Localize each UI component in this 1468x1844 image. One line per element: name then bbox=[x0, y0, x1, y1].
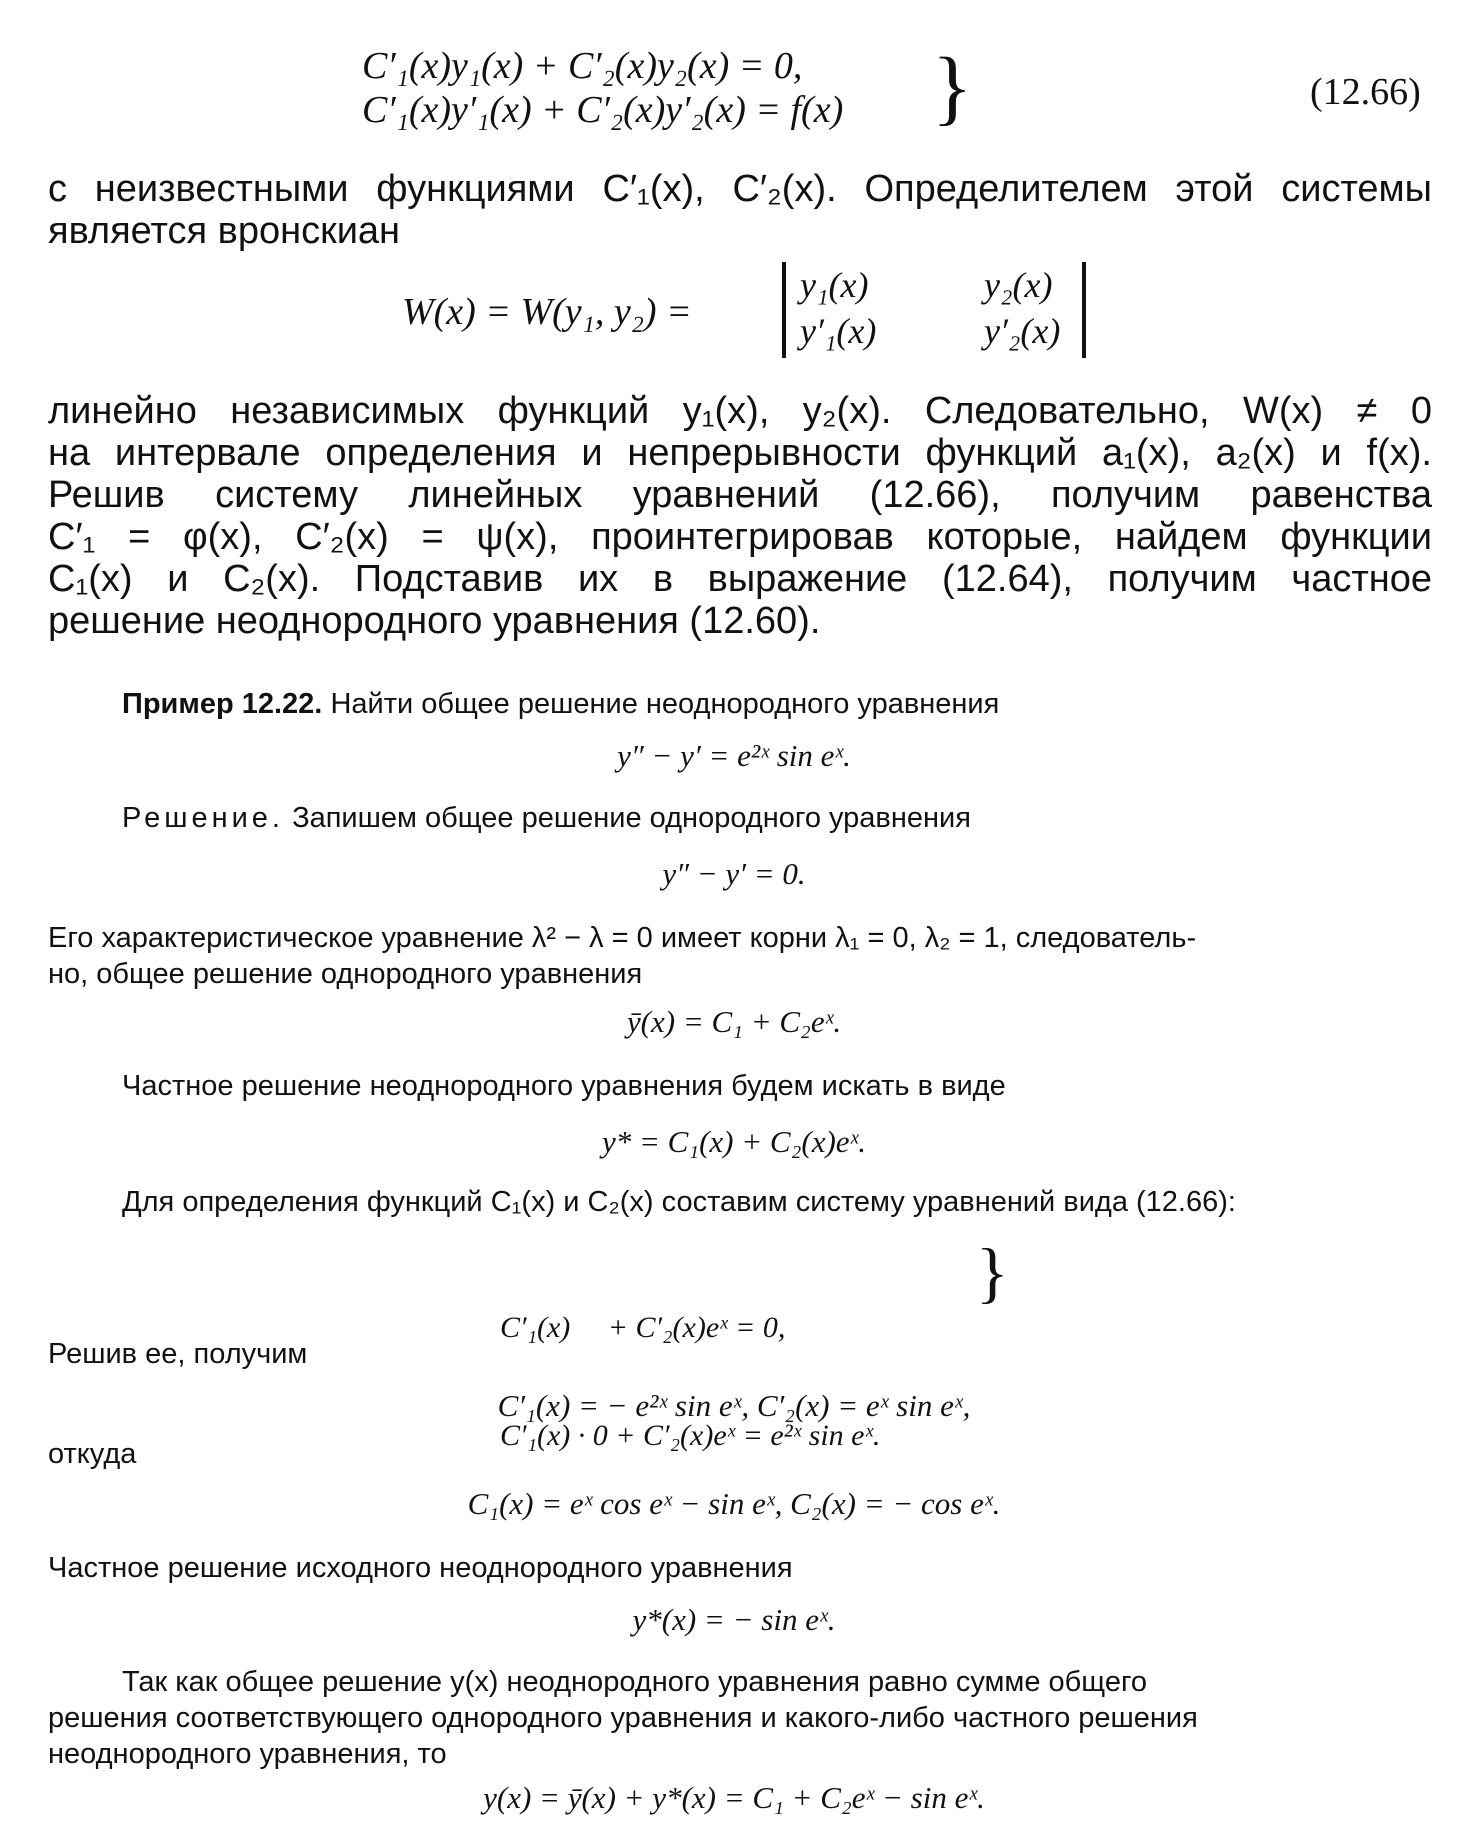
general-homogeneous-solution: ȳ(x) = C₁ + C₂eˣ. bbox=[626, 1004, 842, 1039]
example-equation: y″ − y′ = e²ˣ sin eˣ. bbox=[617, 738, 851, 773]
determinant-cell: y₂(x) bbox=[984, 265, 1053, 305]
example-text: Найти общее решение неоднородного уравнения bbox=[330, 688, 1000, 720]
paragraph-line: Так как общее решение y(x) неоднородного уравнения равно сумме общего bbox=[122, 1666, 1148, 1698]
paragraph-line: но, общее решение однородного уравнения bbox=[48, 958, 643, 990]
equation-number: (12.66) bbox=[1310, 71, 1421, 113]
particular-form-text: Частное решение неоднородного уравнения будем искать в виде bbox=[122, 1070, 1006, 1102]
particular-form-equation: y* = C₁(x) + C₂(x)eˣ. bbox=[601, 1124, 867, 1159]
solution-heading bbox=[122, 800, 971, 836]
determinant-bar-right bbox=[1082, 262, 1086, 358]
system-line-2: C′₁(x)y′₁(x) + C′₂(x)y′₂(x) = f(x) bbox=[362, 89, 844, 131]
particular-solution: y*(x) = − sin eˣ. bbox=[632, 1602, 836, 1637]
determinant-cell: y₁(x) bbox=[800, 265, 869, 305]
solve-text: Решив ее, получим bbox=[48, 1338, 308, 1370]
determinant-cell: y′₂(x) bbox=[984, 311, 1061, 351]
solution-text: Запишем общее решение однородного уравнения bbox=[292, 802, 971, 834]
solution-label: Решение. bbox=[122, 802, 284, 834]
determinant-col-1 bbox=[800, 262, 876, 354]
paragraph-line: решения соответствующего однородного уравнения и какого-либо частного решения bbox=[48, 1702, 1198, 1734]
determinant-cell: y′₁(x) bbox=[800, 311, 877, 351]
example-heading bbox=[122, 686, 999, 722]
paragraph-line: C′₁ = φ(x), C′₂(x) = ψ(x), проинтегрировав которые, найдем функции bbox=[48, 516, 1432, 558]
paragraph-line: с неизвестными функциями C′₁(x), C′₂(x). Определителем этой системы bbox=[48, 168, 1432, 210]
paragraph-line: на интервале определения и непрерывности функций a₁(x), a₂(x) и f(x). bbox=[48, 432, 1432, 474]
homogeneous-equation: y″ − y′ = 0. bbox=[662, 856, 806, 891]
paragraph-line: Его характеристическое уравнение λ² − λ = 0 имеет корни λ₁ = 0, λ₂ = 1, следователь- bbox=[48, 922, 1197, 954]
wronskian-lhs: W(x) = W(y₁, y₂) = bbox=[402, 291, 692, 333]
system2-line-1: C′₁(x) + C′₂(x)eˣ = 0, bbox=[500, 1311, 786, 1344]
determinant-col-2 bbox=[984, 262, 1060, 354]
paragraph-line: Решив систему линейных уравнений (12.66), получим равенства bbox=[48, 474, 1432, 516]
paragraph-line: решение неоднородного уравнения (12.60). bbox=[48, 600, 821, 642]
derivative-solutions: C′₁(x) = − e²ˣ sin eˣ, C′₂(x) = eˣ sin eˣ, bbox=[497, 1388, 971, 1423]
paragraph-intro bbox=[48, 168, 1432, 252]
paragraph-wronskian bbox=[48, 390, 1432, 642]
system-equations bbox=[362, 44, 843, 132]
system-line-1: C′₁(x)y₁(x) + C′₂(x)y₂(x) = 0, bbox=[362, 45, 803, 87]
whence-text: откуда bbox=[48, 1438, 137, 1470]
integrated-solutions: C₁(x) = eˣ cos eˣ − sin eˣ, C₂(x) = − cos eˣ. bbox=[467, 1486, 1001, 1521]
system2-line-2: C′₁(x) · 0 + C′₂(x)eˣ = e²ˣ sin eˣ. bbox=[500, 1419, 881, 1452]
determinant-bar-left bbox=[782, 262, 786, 358]
paragraph-line: является вронскиан bbox=[48, 210, 401, 252]
paragraph-line: неоднородного уравнения, то bbox=[48, 1738, 447, 1770]
characteristic-paragraph bbox=[48, 920, 1432, 992]
final-paragraph bbox=[48, 1664, 1432, 1772]
system2-equations bbox=[500, 1238, 880, 1526]
system2-text: Для определения функций C₁(x) и C₂(x) составим систему уравнений вида (12.66): bbox=[122, 1186, 1236, 1218]
example-label: Пример 12.22. bbox=[122, 688, 323, 720]
system2-brace: } bbox=[976, 1234, 1009, 1310]
paragraph-line: линейно независимых функций y₁(x), y₂(x). Следовательно, W(x) ≠ 0 bbox=[48, 390, 1432, 432]
general-solution: y(x) = ȳ(x) + y*(x) = C₁ + C₂eˣ − sin eˣ. bbox=[483, 1780, 985, 1815]
paragraph-line: C₁(x) и C₂(x). Подставив их в выражение (12.64), получим частное bbox=[48, 558, 1432, 600]
particular2-text: Частное решение исходного неоднородного уравнения bbox=[48, 1552, 793, 1584]
system-brace: } bbox=[932, 41, 973, 134]
